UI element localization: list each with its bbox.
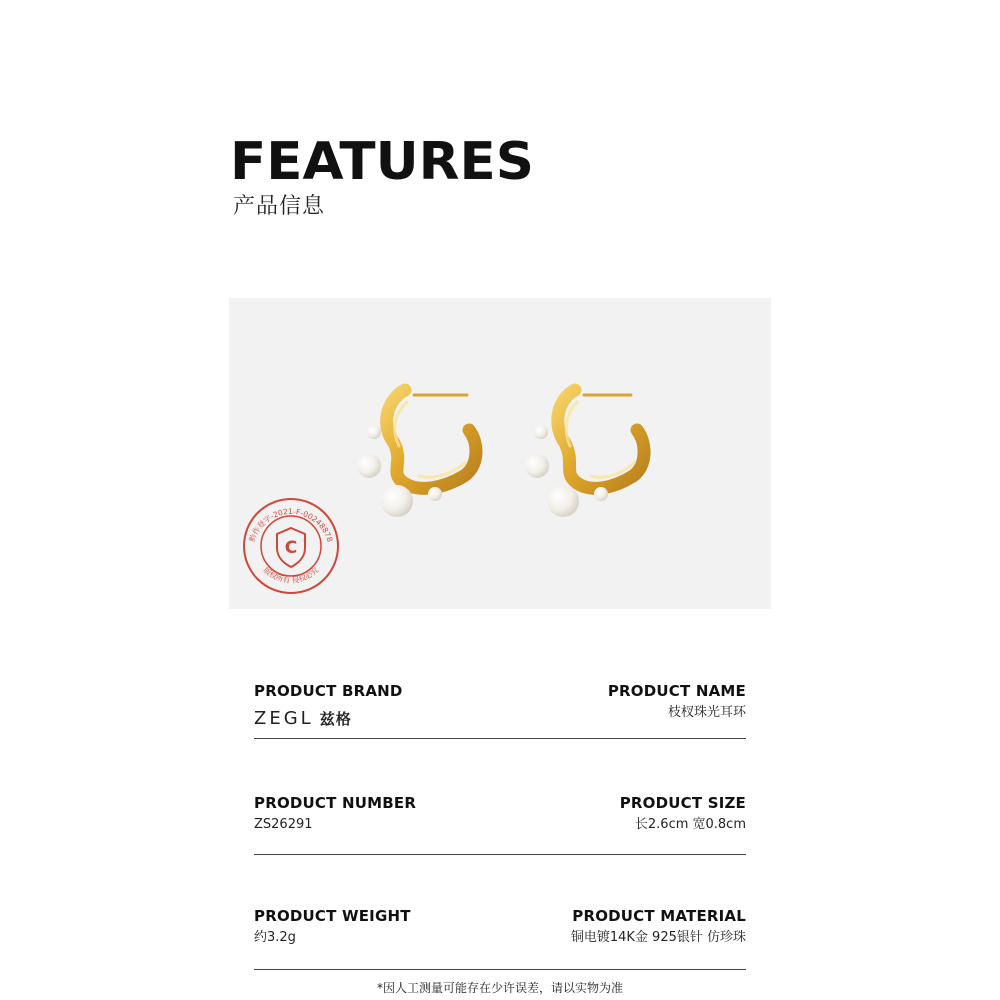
brand-label: PRODUCT BRAND (254, 682, 403, 700)
number-label: PRODUCT NUMBER (254, 794, 417, 812)
size-value: 长2.6cm 宽0.8cm (634, 817, 746, 832)
product-photo (229, 298, 771, 609)
pearl-small (428, 487, 442, 501)
left-earring (357, 390, 476, 517)
brand-value (254, 708, 352, 729)
weight-value: 约3.2g (254, 930, 296, 945)
pearl-medium (357, 454, 381, 478)
brand-value-cn: 兹格 (319, 710, 352, 728)
brand-value-latin: ZEGL (254, 708, 314, 729)
copyright-icon: C (284, 538, 298, 558)
page-title: FEATURES (230, 132, 534, 192)
material-label: PRODUCT MATERIAL (572, 907, 746, 925)
measurement-note: *因人工测量可能存在少许误差，请以实物为准 (376, 981, 623, 995)
pearl-small (367, 425, 381, 439)
copyright-stamp (244, 499, 338, 593)
weight-label: PRODUCT WEIGHT (254, 907, 411, 925)
stamp-bottom-text: 版权所有 侵权必究 (261, 565, 321, 585)
pearl-large (381, 485, 413, 517)
divider (254, 969, 746, 970)
stamp-top-text: 黔作登字-2021-F-00248878 (247, 506, 335, 544)
pearl-medium (525, 454, 549, 478)
page-subtitle: 产品信息 (233, 194, 326, 219)
earrings-illustration (229, 298, 771, 609)
number-value: ZS26291 (254, 817, 313, 832)
pearl-small (534, 425, 548, 439)
right-earring (525, 390, 644, 517)
pearl-small (594, 487, 608, 501)
divider (254, 854, 746, 855)
size-label: PRODUCT SIZE (619, 794, 746, 812)
name-value: 枝杈珠光耳环 (667, 705, 746, 720)
material-value: 铜电镀14K金 925银针 仿珍珠 (570, 930, 746, 945)
name-label: PRODUCT NAME (607, 682, 746, 700)
earring-hoop (387, 390, 476, 488)
divider (254, 738, 746, 739)
pearl-large (547, 485, 579, 517)
earring-hoop (558, 390, 644, 488)
